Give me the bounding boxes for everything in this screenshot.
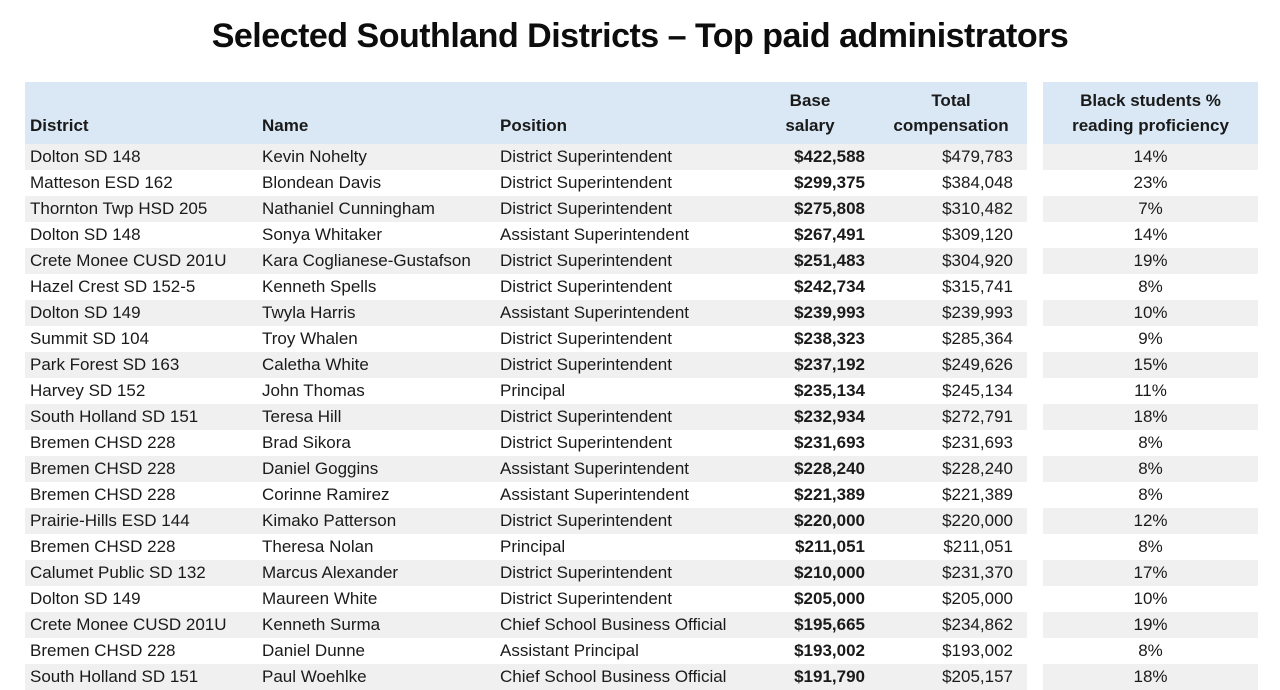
cell-position: District Superintendent xyxy=(500,407,672,426)
cell-reading-proficiency: 7% xyxy=(1043,196,1258,222)
cell-total-compensation: $272,791 xyxy=(942,407,1013,426)
cell-district: Dolton SD 148 xyxy=(30,147,141,166)
cell-total-compensation: $234,862 xyxy=(942,615,1013,634)
cell-reading-proficiency: 8% xyxy=(1138,433,1163,452)
cell-district: South Holland SD 151 xyxy=(30,407,199,426)
cell-base-salary: $193,002 xyxy=(794,641,865,660)
cell-total-compensation: $285,364 xyxy=(942,329,1013,348)
cell-reading-proficiency: 14% xyxy=(1043,144,1258,170)
cell-position: District Superintendent xyxy=(500,589,672,608)
cell-total-compensation: $309,120 xyxy=(942,225,1013,244)
cell-total-compensation: $249,626 xyxy=(942,355,1013,374)
cell-name: Troy Whalen xyxy=(262,329,358,348)
cell-district: Park Forest SD 163 xyxy=(30,355,180,374)
table-row xyxy=(25,638,1027,664)
cell-district: Calumet Public SD 132 xyxy=(30,563,206,582)
cell-position: Chief School Business Official xyxy=(500,667,727,686)
cell-name: Brad Sikora xyxy=(262,433,351,452)
column-header-base-salary-line1: Base xyxy=(789,91,831,110)
cell-name: Marcus Alexander xyxy=(262,563,399,582)
column-header-black-students-line1: Black students % xyxy=(1080,91,1221,110)
cell-reading-proficiency: 8% xyxy=(1043,456,1258,482)
cell-reading-proficiency: 23% xyxy=(1133,173,1168,192)
cell-position: District Superintendent xyxy=(500,147,672,166)
column-header-total-compensation-line1: Total xyxy=(931,91,971,110)
table-row xyxy=(25,534,1027,560)
table-row xyxy=(25,144,1027,170)
cell-base-salary: $221,389 xyxy=(794,485,865,504)
cell-reading-proficiency: 17% xyxy=(1043,560,1258,586)
cell-base-salary: $235,134 xyxy=(794,381,865,400)
admin-table xyxy=(25,82,1027,690)
cell-total-compensation: $315,741 xyxy=(942,277,1013,296)
cell-base-salary: $195,665 xyxy=(794,615,865,634)
cell-name: Theresa Nolan xyxy=(262,537,374,556)
cell-name: Kenneth Spells xyxy=(262,277,377,296)
cell-name: Daniel Goggins xyxy=(262,459,379,478)
cell-position: District Superintendent xyxy=(500,173,672,192)
column-header-black-students-line2: reading proficiency xyxy=(1072,116,1229,135)
cell-name: Sonya Whitaker xyxy=(262,225,382,244)
cell-base-salary: $251,483 xyxy=(794,251,865,270)
cell-reading-proficiency: 10% xyxy=(1043,300,1258,326)
cell-district: Harvey SD 152 xyxy=(30,381,146,400)
cell-total-compensation: $245,134 xyxy=(942,381,1013,400)
cell-name: Maureen White xyxy=(262,589,378,608)
cell-position: District Superintendent xyxy=(500,433,672,452)
cell-total-compensation: $479,783 xyxy=(942,147,1013,166)
cell-district: Crete Monee CUSD 201U xyxy=(30,615,227,634)
column-header-position xyxy=(500,82,745,144)
table-row xyxy=(25,456,1027,482)
cell-total-compensation: $384,048 xyxy=(942,173,1013,192)
cell-district: Hazel Crest SD 152-5 xyxy=(30,277,196,296)
cell-total-compensation: $231,370 xyxy=(942,563,1013,582)
cell-base-salary: $237,192 xyxy=(794,355,865,374)
cell-position: District Superintendent xyxy=(500,251,672,270)
cell-reading-proficiency: 14% xyxy=(1133,225,1168,244)
cell-base-salary: $299,375 xyxy=(794,173,865,192)
cell-reading-proficiency: 8% xyxy=(1138,485,1163,504)
table-row xyxy=(25,482,1027,508)
column-header-district xyxy=(25,82,262,144)
cell-name: Kenneth Surma xyxy=(262,615,381,634)
cell-position: District Superintendent xyxy=(500,277,672,296)
cell-total-compensation: $205,000 xyxy=(942,589,1013,608)
cell-total-compensation: $221,389 xyxy=(942,485,1013,504)
cell-position: District Superintendent xyxy=(500,199,672,218)
cell-district: Summit SD 104 xyxy=(30,329,150,348)
cell-district: Thornton Twp HSD 205 xyxy=(30,199,208,218)
cell-name: Corinne Ramirez xyxy=(262,485,390,504)
cell-position: Assistant Superintendent xyxy=(500,485,690,504)
column-header-black-students-reading-proficiency xyxy=(1043,82,1258,144)
cell-position: Assistant Superintendent xyxy=(500,459,690,478)
cell-total-compensation: $193,002 xyxy=(942,641,1013,660)
cell-name: Caletha White xyxy=(262,355,369,374)
cell-name: Nathaniel Cunningham xyxy=(262,199,435,218)
cell-reading-proficiency: 8% xyxy=(1138,277,1163,296)
cell-base-salary: $211,051 xyxy=(795,537,865,556)
cell-reading-proficiency: 15% xyxy=(1043,352,1258,378)
table-row xyxy=(25,612,1027,638)
cell-base-salary: $275,808 xyxy=(794,199,865,218)
cell-base-salary: $232,934 xyxy=(794,407,865,426)
page-title: Selected Southland Districts – Top paid administrators xyxy=(211,17,1069,55)
cell-reading-proficiency: 8% xyxy=(1138,537,1163,556)
cell-base-salary: $239,993 xyxy=(794,303,865,322)
cell-district: Dolton SD 149 xyxy=(30,303,141,322)
cell-position: Assistant Principal xyxy=(500,641,639,660)
cell-total-compensation: $239,993 xyxy=(942,303,1013,322)
cell-district: South Holland SD 151 xyxy=(30,667,199,686)
cell-position: District Superintendent xyxy=(500,563,672,582)
cell-district: Bremen CHSD 228 xyxy=(30,459,176,478)
cell-reading-proficiency: 11% xyxy=(1134,381,1167,400)
cell-reading-proficiency: 18% xyxy=(1043,404,1258,430)
cell-position: Assistant Superintendent xyxy=(500,225,690,244)
cell-base-salary: $220,000 xyxy=(794,511,865,530)
cell-reading-proficiency: 19% xyxy=(1043,612,1258,638)
admin-table-header xyxy=(25,82,1027,144)
table-row xyxy=(25,274,1027,300)
cell-name: Teresa Hill xyxy=(262,407,342,426)
cell-base-salary: $191,790 xyxy=(794,667,865,686)
cell-position: Chief School Business Official xyxy=(500,615,727,634)
cell-name: Daniel Dunne xyxy=(262,641,366,660)
cell-name: John Thomas xyxy=(262,381,365,400)
cell-base-salary: $205,000 xyxy=(794,589,865,608)
table-row xyxy=(25,664,1027,690)
cell-reading-proficiency: 8% xyxy=(1138,641,1163,660)
cell-name: Blondean Davis xyxy=(262,173,382,192)
cell-name: Paul Woehlke xyxy=(262,667,367,686)
cell-district: Dolton SD 149 xyxy=(30,589,141,608)
cell-reading-proficiency: 18% xyxy=(1043,664,1258,690)
cell-base-salary: $210,000 xyxy=(794,563,865,582)
table-row xyxy=(25,222,1027,248)
cell-total-compensation: $310,482 xyxy=(942,199,1013,218)
cell-position: District Superintendent xyxy=(500,511,672,530)
table-row xyxy=(25,430,1027,456)
column-header-total-compensation-line2: compensation xyxy=(893,116,1009,135)
reading-proficiency-table xyxy=(1043,82,1258,690)
column-header-district-label: District xyxy=(30,116,89,135)
table-row xyxy=(25,300,1027,326)
cell-total-compensation: $211,051 xyxy=(943,537,1013,556)
cell-base-salary: $242,734 xyxy=(794,277,865,296)
cell-name: Kimako Patterson xyxy=(262,511,397,530)
cell-total-compensation: $220,000 xyxy=(942,511,1013,530)
cell-name: Twyla Harris xyxy=(262,303,356,322)
column-header-position-label: Position xyxy=(500,116,568,135)
cell-district: Bremen CHSD 228 xyxy=(30,433,176,452)
cell-district: Matteson ESD 162 xyxy=(30,173,173,192)
column-header-base-salary xyxy=(745,82,875,144)
table-row xyxy=(25,248,1027,274)
cell-position: Assistant Superintendent xyxy=(500,303,690,322)
cell-district: Crete Monee CUSD 201U xyxy=(30,251,227,270)
cell-position: District Superintendent xyxy=(500,329,672,348)
cell-district: Bremen CHSD 228 xyxy=(30,641,176,660)
admin-table-body xyxy=(25,144,1027,690)
table-row xyxy=(25,508,1027,534)
column-header-name xyxy=(262,82,500,144)
cell-total-compensation: $205,157 xyxy=(942,667,1013,686)
cell-reading-proficiency: 9% xyxy=(1138,329,1163,348)
table-row xyxy=(25,586,1027,612)
cell-total-compensation: $228,240 xyxy=(942,459,1013,478)
cell-district: Bremen CHSD 228 xyxy=(30,537,176,556)
column-header-base-salary-line2: salary xyxy=(785,116,835,135)
cell-total-compensation: $231,693 xyxy=(942,433,1013,452)
cell-district: Bremen CHSD 228 xyxy=(30,485,176,504)
table-row xyxy=(25,196,1027,222)
cell-reading-proficiency: 19% xyxy=(1043,248,1258,274)
cell-position: Principal xyxy=(500,381,566,400)
cell-reading-proficiency: 12% xyxy=(1043,508,1258,534)
cell-base-salary: $238,323 xyxy=(794,329,865,348)
cell-base-salary: $228,240 xyxy=(794,459,865,478)
cell-position: Principal xyxy=(500,537,566,556)
table-row xyxy=(25,378,1027,404)
cell-name: Kevin Nohelty xyxy=(262,147,367,166)
table-row xyxy=(25,170,1027,196)
cell-position: District Superintendent xyxy=(500,355,672,374)
cell-name: Kara Coglianese-Gustafson xyxy=(262,251,471,270)
cell-base-salary: $267,491 xyxy=(794,225,865,244)
cell-total-compensation: $304,920 xyxy=(942,251,1013,270)
column-header-name-label: Name xyxy=(262,116,309,135)
reading-proficiency-table-body xyxy=(1043,144,1258,690)
column-header-total-compensation xyxy=(875,82,1027,144)
table-row xyxy=(25,352,1027,378)
table-row xyxy=(25,326,1027,352)
cell-district: Prairie-Hills ESD 144 xyxy=(30,511,190,530)
cell-district: Dolton SD 148 xyxy=(30,225,141,244)
cell-base-salary: $231,693 xyxy=(794,433,865,452)
cell-base-salary: $422,588 xyxy=(794,147,865,166)
cell-reading-proficiency: 10% xyxy=(1133,589,1168,608)
table-row xyxy=(25,404,1027,430)
table-row xyxy=(25,560,1027,586)
